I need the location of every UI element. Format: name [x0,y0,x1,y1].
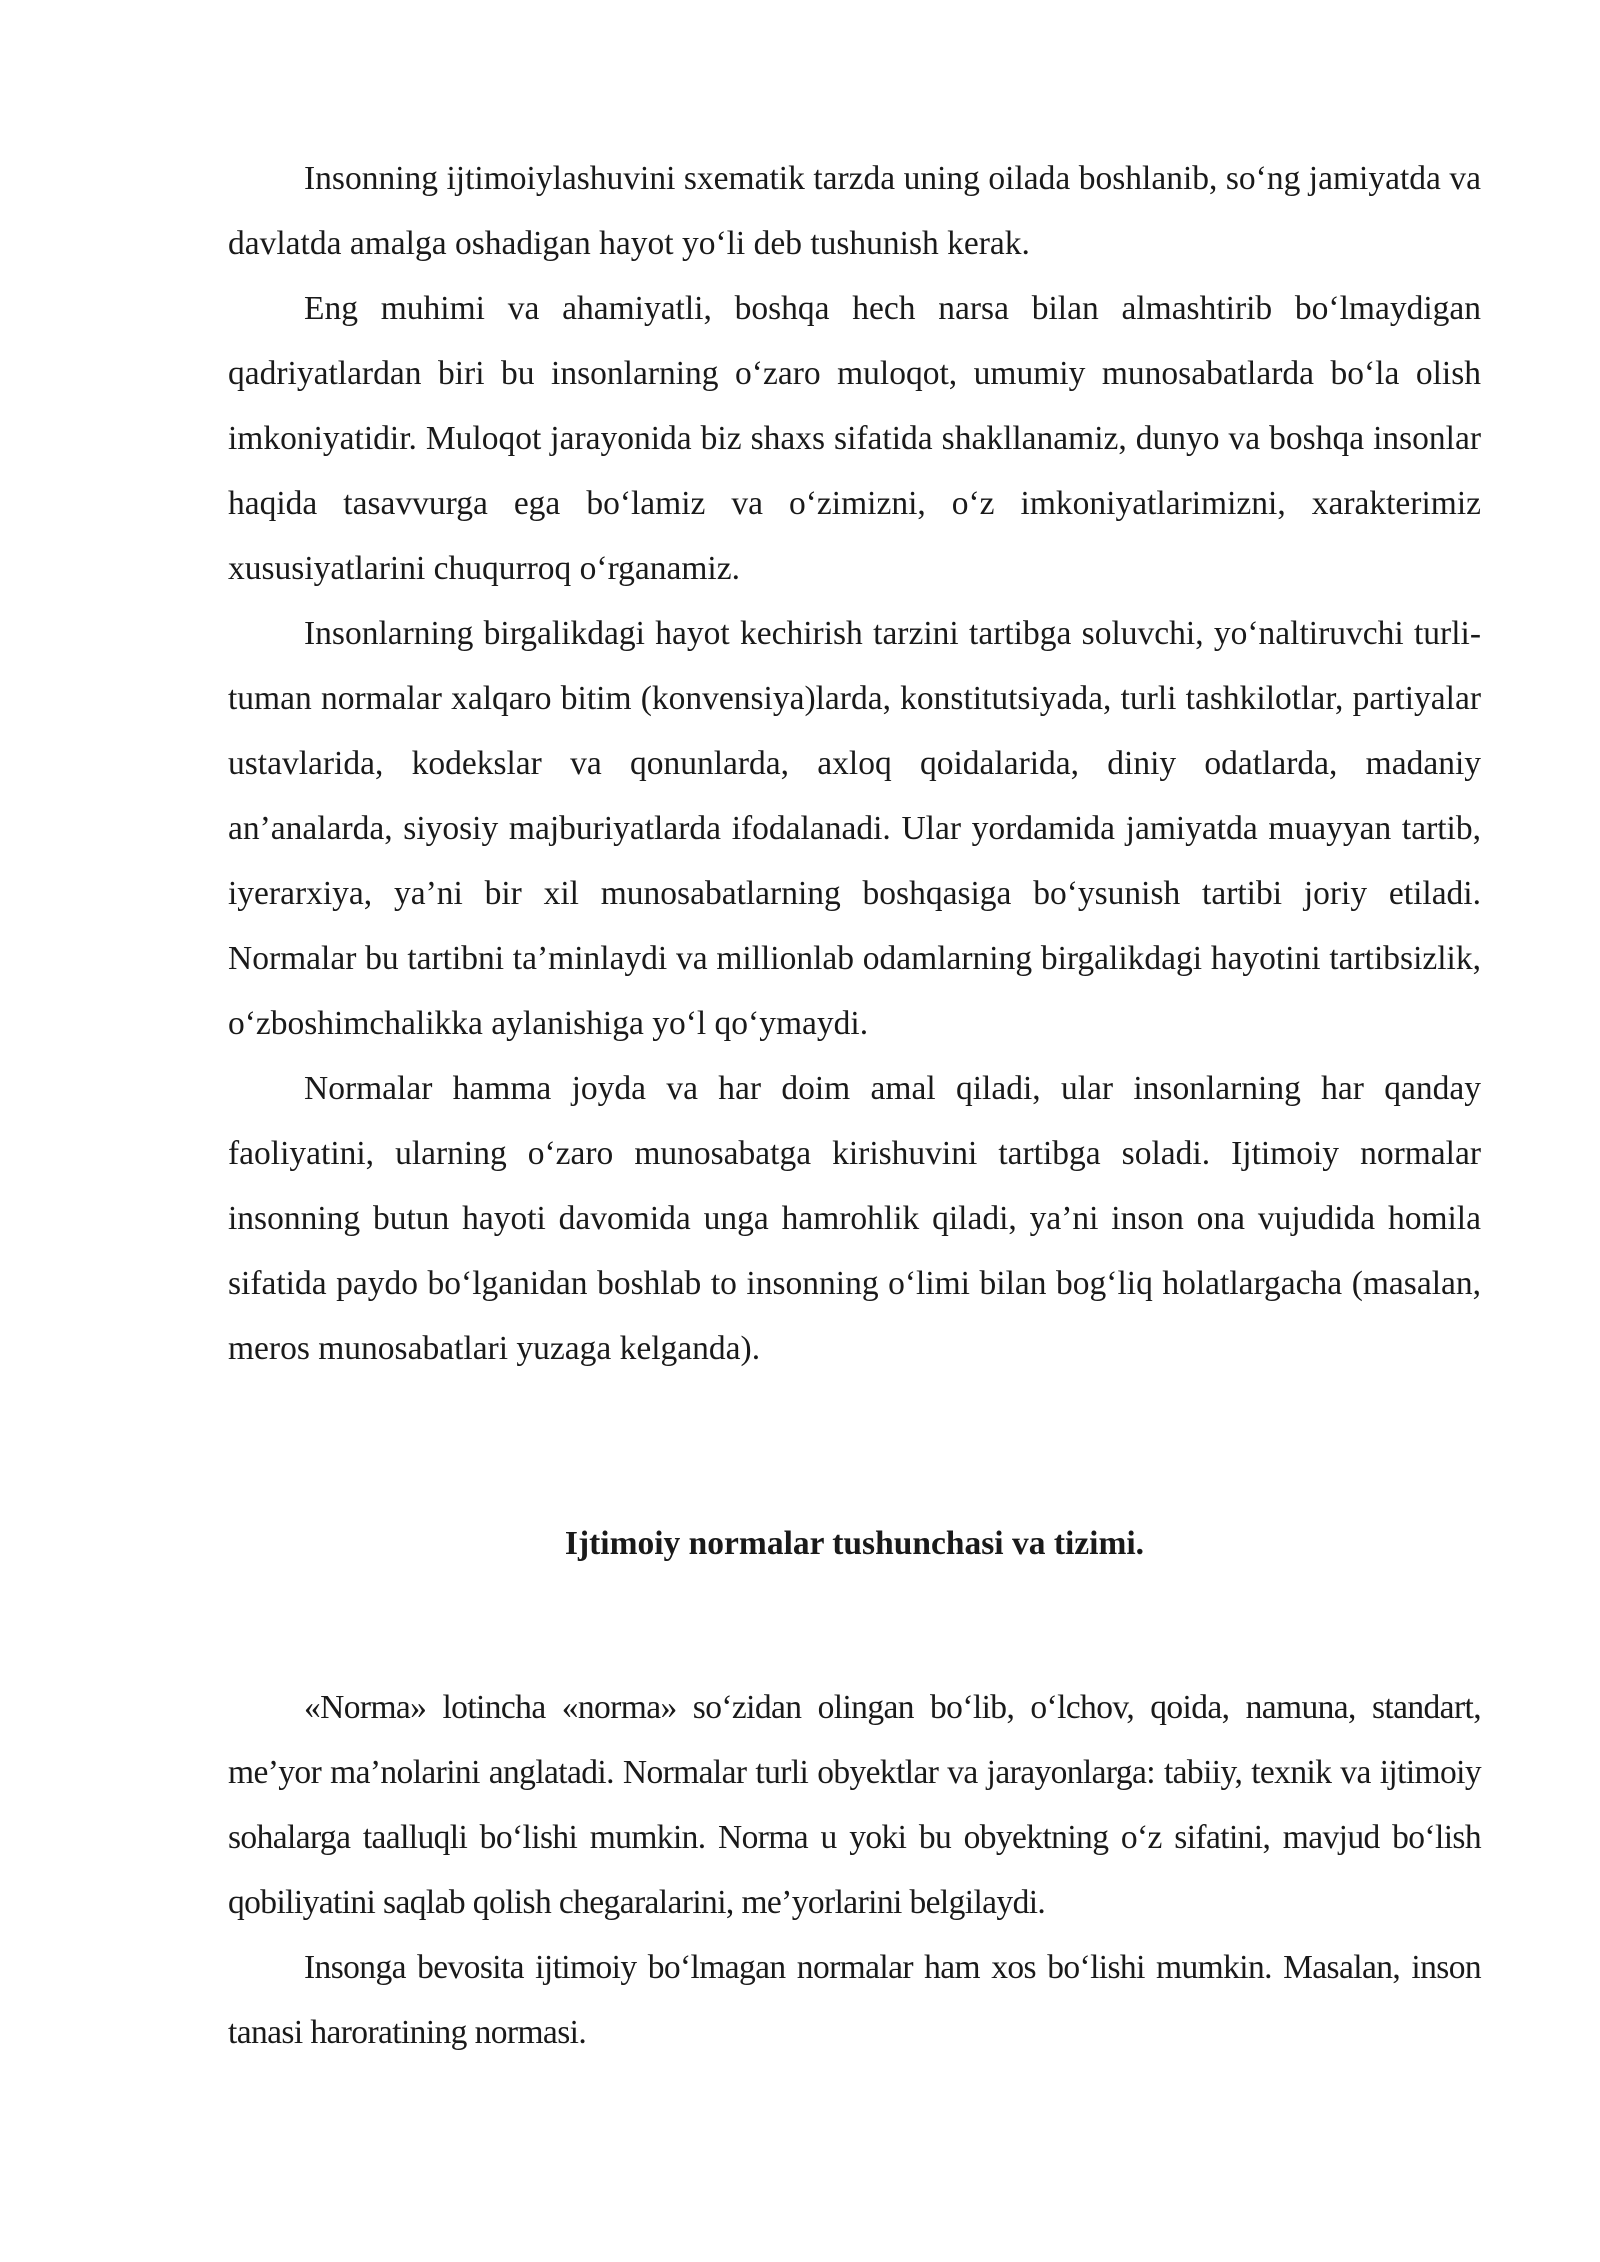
paragraph: Insonning ijtimoiylashuvini sxematik tarzda uning oilada boshlanib, so‘ng jamiyatda va davlatda amalga oshadigan hayot yo‘li deb tushunish kerak. [228,160,1481,262]
section-1-text [228,146,1481,1381]
section-2-text [228,1675,1481,2065]
paragraph: Normalar hamma joyda va har doim amal qiladi, ular insonlarning har qanday faoliyatini, ularning o‘zaro munosabatga kirishuvini tartibga soladi. Ijtimoiy normalar insonning butun hayoti davomida unga hamrohlik qiladi, ya’ni inson ona vujudida homila sifatida paydo bo‘lganidan boshlab to insonning o‘limi bilan bog‘liq holatlargacha (masalan, meros munosabatlari yuzaga kelganda). [228,1070,1481,1367]
paragraph: Insonga bevosita ijtimoiy bo‘lmagan normalar ham xos bo‘lishi mumkin. Masalan, inson tanasi haroratining normasi. [228,1949,1481,2051]
paragraph: Eng muhimi va ahamiyatli, boshqa hech narsa bilan almashtirib bo‘lmaydigan qadriyatlardan biri bu insonlarning o‘zaro muloqot, umumiy munosabatlarda bo‘la olish imkoniyatidir. Muloqot jarayonida biz shaxs sifatida shakllanamiz, dunyo va boshqa insonlar haqida tasavvurga ega bo‘lamiz va o‘zimizni, o‘z imkoniyatlarimizni, xarakterimiz xususiyatlarini chuqurroq o‘rganamiz. [228,290,1481,587]
paragraph: Insonlarning birgalikdagi hayot kechirish tarzini tartibga soluvchi, yo‘naltiruvchi turli-tuman normalar xalqaro bitim (konvensiya)larda, konstitutsiyada, turli tashkilotlar, partiyalar ustavlarida, kodekslar va qonunlarda, axloq qoidalarida, diniy odatlarda, madaniy an’analarda, siyosiy majburiyatlarda ifodalanadi. Ular yordamida jamiyatda muayyan tartib, iyerarxiya, ya’ni bir xil munosabatlarning boshqasiga bo‘ysunish tartibi joriy etiladi. Normalar bu tartibni ta’minlaydi va millionlab odamlarning birgalikdagi hayotini tartibsizlik, o‘zboshimchalikka aylanishiga yo‘l qo‘ymaydi. [228,615,1481,1042]
section-heading: Ijtimoiy normalar tushunchasi va tizimi. [564,1525,1145,1562]
paragraph: «Norma» lotincha «norma» so‘zidan olingan bo‘lib, o‘lchov, qoida, namuna, standart, me’yor ma’nolarini anglatadi. Normalar turli obyektlar va jarayonlarga: tabiiy, texnik va ijtimoiy sohalarga taalluqli bo‘lishi mumkin. Norma u yoki bu obyektning o‘z sifatini, mavjud bo‘lish qobiliyatini saqlab qolish chegaralarini, me’yorlarini belgilaydi. [228,1689,1481,1921]
